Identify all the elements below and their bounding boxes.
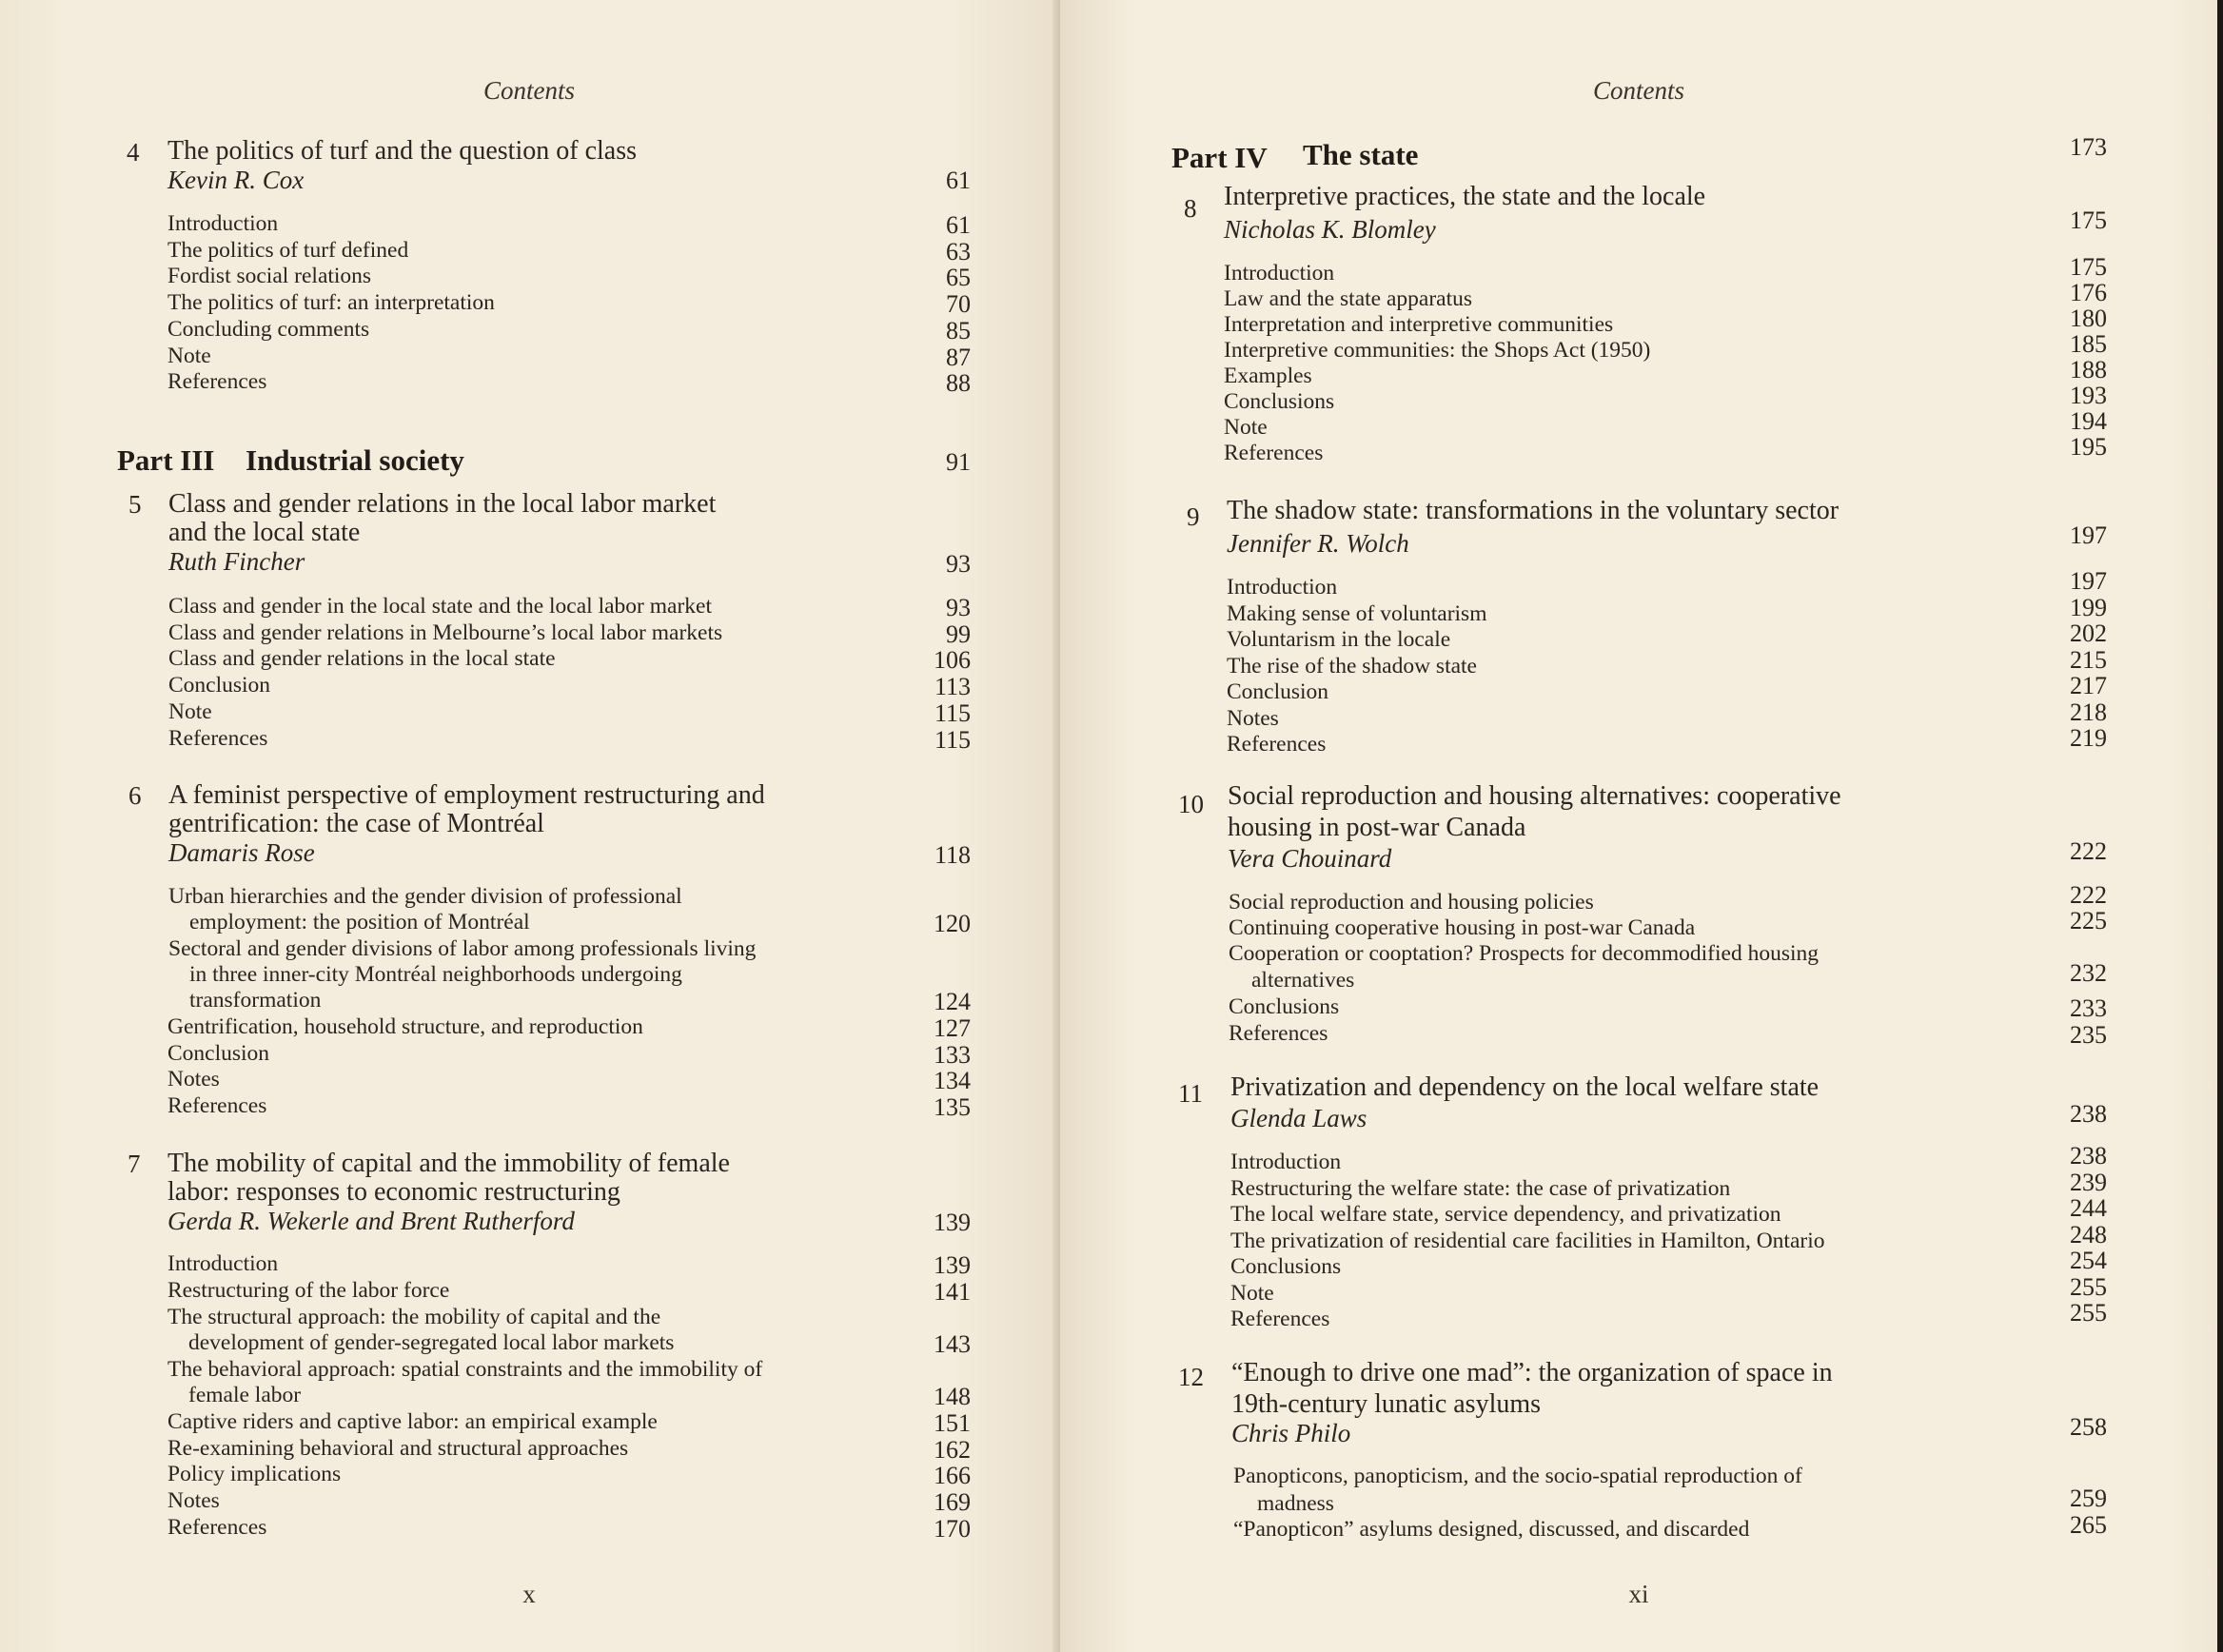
- section-label: Making sense of voluntarism: [1227, 600, 1487, 626]
- section-label: Notes: [1227, 705, 1279, 731]
- section-label: Social reproduction and housing policies: [1229, 890, 1594, 914]
- section-page: 248: [2070, 1220, 2107, 1249]
- section-label: References: [167, 1093, 267, 1119]
- section-label: The privatization of residential care facilities in Hamilton, Ontario: [1230, 1228, 1825, 1253]
- chapter-author: Chris Philo: [1231, 1419, 1351, 1447]
- section-page: 218: [2070, 698, 2107, 726]
- section-label: References: [1229, 1020, 1328, 1046]
- section-label: Introduction: [1224, 261, 1335, 285]
- chapter-title-line: gentrification: the case of Montréal: [168, 809, 544, 838]
- chapter-page: 93: [946, 550, 971, 578]
- section-page: 188: [2070, 356, 2107, 384]
- section-page: 141: [934, 1278, 971, 1306]
- section-page: 120: [934, 910, 971, 937]
- section-page: 162: [934, 1435, 971, 1464]
- chapter-number: 11: [1178, 1079, 1203, 1108]
- section-page: 124: [934, 988, 971, 1015]
- section-page: 254: [2070, 1247, 2107, 1274]
- chapter-page: 61: [946, 167, 971, 194]
- section-page: 194: [2070, 407, 2107, 435]
- section-label: Introduction: [167, 1251, 279, 1276]
- section-label: The behavioral approach: spatial constraints and the immobility of: [167, 1357, 763, 1382]
- section-label: Interpretation and interpretive communities: [1224, 312, 1614, 337]
- section-page: 235: [2070, 1020, 2107, 1049]
- section-page: 99: [946, 620, 971, 648]
- section-page: 259: [2070, 1485, 2107, 1512]
- section-page: 70: [946, 290, 971, 319]
- section-label: Class and gender relations in Melbourne’s local labor markets: [168, 620, 723, 645]
- chapter-number: 5: [128, 490, 142, 519]
- chapter-author: Kevin R. Cox: [167, 166, 305, 194]
- section-label: References: [168, 725, 268, 751]
- section-label: employment: the position of Montréal: [189, 910, 530, 934]
- section-label: Note: [1230, 1280, 1274, 1306]
- chapter-title: Interpretive practices, the state and the locale: [1224, 182, 1706, 211]
- section-page: 238: [2070, 1142, 2107, 1170]
- section-label: Notes: [167, 1067, 220, 1092]
- section-label: Law and the state apparatus: [1224, 286, 1473, 311]
- part-label: Part IV: [1171, 141, 1268, 174]
- chapter-number: 12: [1178, 1363, 1204, 1391]
- section-label: Panopticons, panopticism, and the socio-spatial reproduction of: [1233, 1464, 1802, 1488]
- section-label: References: [1230, 1307, 1330, 1331]
- chapter-number: 4: [127, 138, 140, 167]
- page-number: x: [522, 1580, 536, 1608]
- section-label: Conclusion: [167, 1040, 270, 1066]
- section-label: Urban hierarchies and the gender division of professional: [168, 884, 682, 909]
- section-page: 65: [946, 264, 971, 292]
- section-label: madness: [1257, 1491, 1334, 1516]
- running-head: Contents: [1592, 76, 1684, 105]
- section-page: 255: [2070, 1272, 2107, 1301]
- section-label: Examples: [1224, 364, 1312, 388]
- section-label: Introduction: [167, 211, 279, 236]
- section-label: Policy implications: [167, 1462, 342, 1487]
- section-page: 139: [934, 1251, 971, 1279]
- section-label: Conclusion: [168, 673, 271, 698]
- section-label: The rise of the shadow state: [1227, 653, 1477, 678]
- section-page: 197: [2070, 567, 2107, 595]
- chapter-author: Gerda R. Wekerle and Brent Rutherford: [167, 1207, 575, 1235]
- section-label: Conclusions: [1230, 1254, 1342, 1279]
- chapter-page: 222: [2070, 837, 2107, 865]
- section-page: 176: [2070, 279, 2107, 306]
- chapter-title-line: labor: responses to economic restructuring: [167, 1177, 620, 1207]
- section-page: 180: [2070, 305, 2107, 332]
- chapter-title-line: 19th-century lunatic asylums: [1231, 1389, 1542, 1419]
- section-page: 93: [946, 594, 971, 621]
- section-page: 87: [946, 343, 971, 371]
- section-label: development of gender-segregated local labor markets: [188, 1330, 675, 1355]
- section-label: Conclusions: [1224, 389, 1335, 414]
- right-page: [1060, 0, 2217, 1652]
- section-label: Cooperation or cooptation? Prospects for decommodified housing: [1229, 941, 1820, 966]
- section-page: 127: [934, 1014, 971, 1042]
- chapter-author: Nicholas K. Blomley: [1224, 215, 1436, 244]
- chapter-title: The shadow state: transformations in the voluntary sector: [1227, 496, 1839, 525]
- chapter-title-line: and the local state: [168, 518, 361, 547]
- section-page: 217: [2070, 672, 2107, 699]
- chapter-title-line: A feminist perspective of employment restructuring and: [168, 780, 765, 810]
- chapter-title-line: Class and gender relations in the local labor market: [168, 489, 717, 519]
- page-number: xi: [1628, 1580, 1649, 1608]
- chapter-author: Damaris Rose: [168, 838, 315, 867]
- section-page: 219: [2070, 724, 2107, 752]
- section-page: 215: [2070, 645, 2107, 674]
- section-page: 148: [934, 1383, 971, 1410]
- chapter-number: 9: [1187, 502, 1200, 531]
- chapter-author: Vera Chouinard: [1228, 844, 1392, 873]
- section-page: 195: [2070, 433, 2107, 461]
- chapter-page: 139: [934, 1209, 971, 1236]
- section-page: 63: [946, 237, 971, 266]
- section-label: Captive riders and captive labor: an empirical example: [167, 1409, 658, 1434]
- chapter-page: 118: [934, 841, 971, 869]
- section-page: 255: [2070, 1299, 2107, 1327]
- section-page: 202: [2070, 620, 2107, 647]
- chapter-title-line: “Enough to drive one mad”: the organization of space in: [1231, 1358, 1833, 1387]
- chapter-number: 8: [1184, 194, 1197, 223]
- section-page: 88: [946, 369, 971, 398]
- section-page: 232: [2070, 959, 2107, 987]
- section-page: 115: [934, 725, 971, 754]
- chapter-page: 197: [2070, 521, 2107, 549]
- section-label: Introduction: [1230, 1150, 1342, 1174]
- chapter-page: 175: [2070, 206, 2107, 234]
- section-label: Note: [1224, 415, 1268, 440]
- section-label: The politics of turf defined: [167, 237, 409, 263]
- left-page: [0, 0, 1058, 1652]
- section-label: Restructuring the welfare state: the case of privatization: [1230, 1175, 1731, 1201]
- chapter-title: The politics of turf and the question of class: [167, 136, 637, 166]
- chapter-title-line: The mobility of capital and the immobility of female: [167, 1149, 730, 1178]
- section-label: Notes: [167, 1488, 220, 1514]
- chapter-number: 6: [128, 781, 142, 810]
- section-page: 175: [2070, 253, 2107, 281]
- section-page: 115: [934, 698, 971, 727]
- section-page: 85: [946, 316, 971, 344]
- section-label: Gentrification, household structure, and reproduction: [167, 1014, 643, 1039]
- book-edge: [2217, 0, 2223, 1652]
- section-label: transformation: [189, 988, 322, 1013]
- section-page: 170: [934, 1514, 971, 1543]
- section-page: 199: [2070, 593, 2107, 621]
- chapter-number: 7: [128, 1150, 141, 1178]
- section-label: Fordist social relations: [167, 264, 372, 289]
- section-label: References: [1227, 732, 1327, 757]
- section-label: References: [167, 369, 267, 395]
- section-page: 61: [946, 211, 971, 239]
- section-label: Note: [168, 698, 212, 724]
- section-label: Introduction: [1227, 575, 1338, 600]
- section-page: 134: [934, 1067, 971, 1095]
- section-label: Continuing cooperative housing in post-war Canada: [1229, 915, 1696, 940]
- section-label: Class and gender in the local state and the local labor market: [168, 594, 712, 619]
- part-page: 91: [946, 448, 971, 476]
- section-page: 225: [2070, 907, 2107, 934]
- section-label: Class and gender relations in the local state: [168, 646, 556, 672]
- section-page: 193: [2070, 382, 2107, 409]
- section-page: 169: [934, 1488, 971, 1517]
- section-label: The structural approach: the mobility of capital and the: [167, 1305, 661, 1329]
- part-title: The state: [1303, 138, 1419, 171]
- section-label: The local welfare state, service dependency, and privatization: [1230, 1202, 1781, 1227]
- section-page: 151: [934, 1409, 971, 1437]
- section-label: References: [1224, 441, 1324, 465]
- section-page: 143: [934, 1330, 971, 1358]
- section-page: 185: [2070, 330, 2107, 358]
- section-page: 166: [934, 1462, 971, 1490]
- section-label: Conclusion: [1227, 679, 1329, 704]
- section-page: 239: [2070, 1168, 2107, 1196]
- section-page: 113: [934, 673, 971, 701]
- section-label: Voluntarism in the locale: [1227, 627, 1451, 652]
- section-page: 135: [934, 1093, 971, 1122]
- section-page: 133: [934, 1040, 971, 1069]
- section-label: Sectoral and gender divisions of labor among professionals living: [168, 936, 757, 961]
- section-label: alternatives: [1251, 968, 1355, 993]
- section-label: female labor: [188, 1383, 302, 1407]
- chapter-page: 238: [2070, 1100, 2107, 1128]
- chapter-author: Ruth Fincher: [168, 547, 305, 576]
- chapter-title: Privatization and dependency on the local welfare state: [1230, 1072, 1820, 1102]
- section-label: Re-examining behavioral and structural approaches: [167, 1435, 629, 1461]
- chapter-author: Glenda Laws: [1230, 1104, 1367, 1132]
- part-label: Part III: [117, 443, 215, 477]
- part-title: Industrial society: [246, 443, 464, 477]
- section-page: 233: [2070, 994, 2107, 1022]
- section-page: 244: [2070, 1194, 2107, 1222]
- section-page: 222: [2070, 881, 2107, 909]
- chapter-title-line: housing in post-war Canada: [1228, 813, 1526, 842]
- section-label: Conclusions: [1229, 994, 1340, 1019]
- section-label: The politics of turf: an interpretation: [167, 290, 495, 316]
- chapter-number: 10: [1178, 790, 1204, 818]
- part-page: 173: [2070, 133, 2107, 161]
- chapter-page: 258: [2070, 1413, 2107, 1441]
- section-page: 106: [934, 646, 971, 675]
- section-page: 265: [2070, 1511, 2107, 1539]
- chapter-author: Jennifer R. Wolch: [1227, 529, 1409, 558]
- section-label: References: [167, 1514, 267, 1540]
- chapter-title-line: Social reproduction and housing alternatives: cooperative: [1228, 781, 1841, 811]
- section-label: Interpretive communities: the Shops Act (1950): [1224, 338, 1651, 363]
- section-label: Concluding comments: [167, 316, 370, 342]
- section-label: in three inner-city Montréal neighborhoods undergoing: [189, 962, 682, 987]
- section-label: Restructuring of the labor force: [167, 1278, 450, 1303]
- running-head: Contents: [482, 76, 575, 105]
- section-label: Note: [167, 343, 211, 368]
- section-label: “Panopticon” asylums designed, discussed, and discarded: [1233, 1517, 1750, 1542]
